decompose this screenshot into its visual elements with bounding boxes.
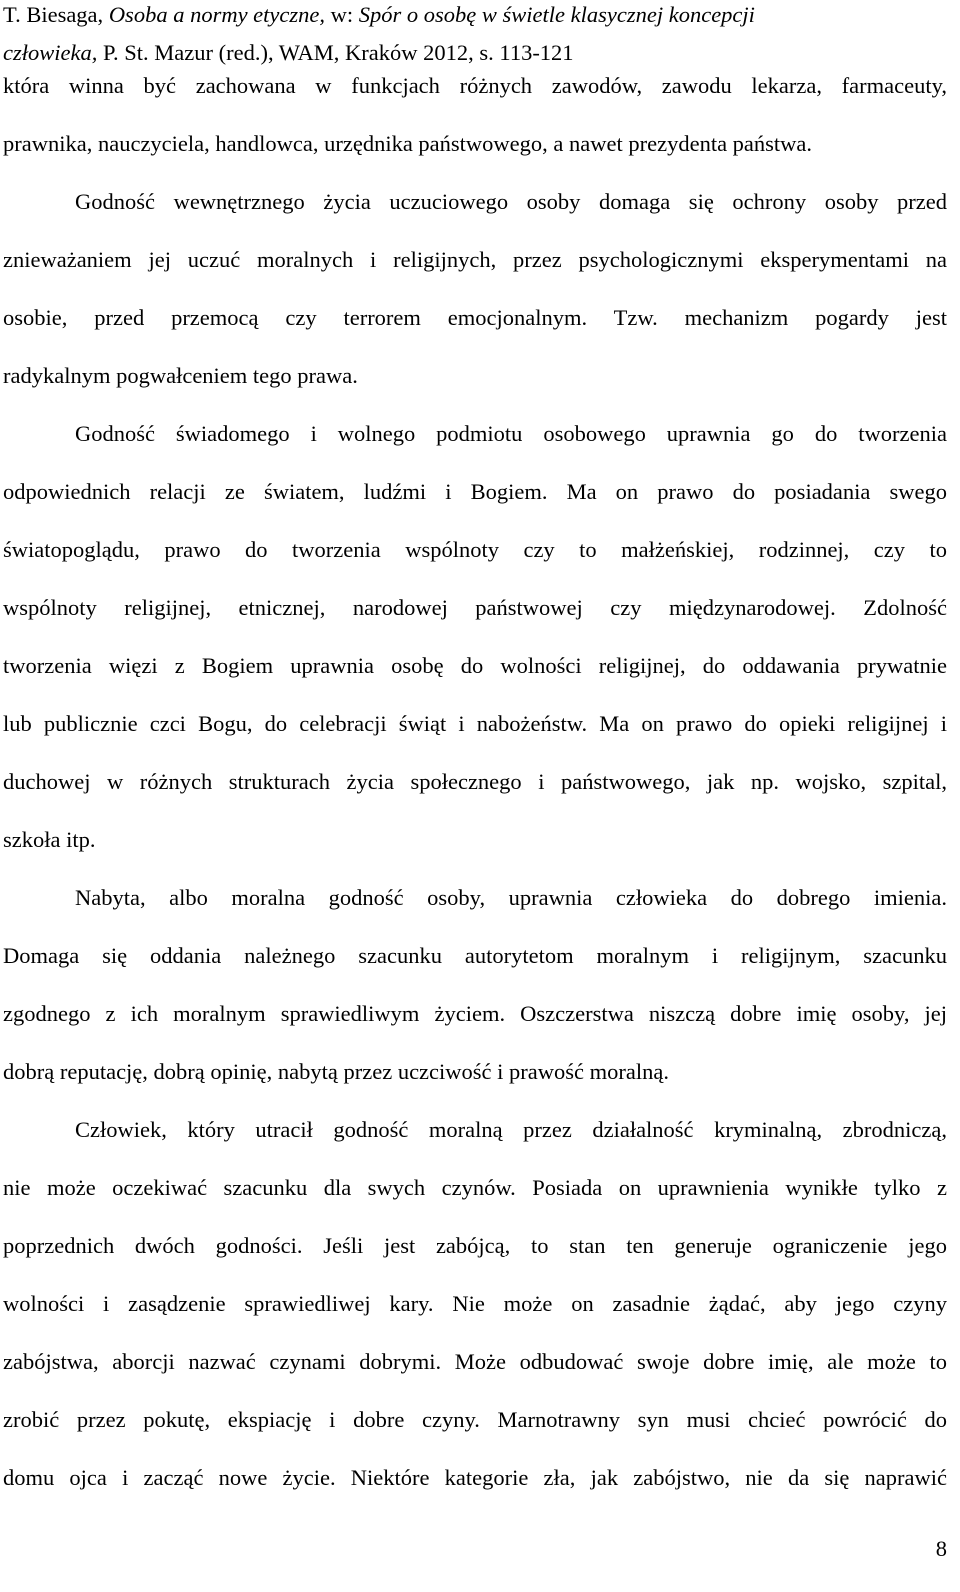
citation-line-1: [3, 0, 953, 34]
body-text: [3, 57, 947, 1507]
citation-source: Spór o osobę w świetle klasycznej koncepcji: [358, 2, 755, 27]
text-line: poprzednich dwóch godności. Jeśli jest zabójcą, to stan ten generuje ograniczenie jego: [3, 1233, 947, 1258]
citation-source-continued: człowieka,: [3, 40, 98, 65]
text-line: wspólnoty religijnej, etnicznej, narodowej państwowej czy międzynarodowej. Zdolność: [3, 595, 947, 620]
citation-title: Osoba a normy etyczne,: [108, 2, 326, 27]
text-line: szkoła itp.: [3, 827, 96, 852]
text-line: nie może oczekiwać szacunku dla swych czynów. Posiada on uprawnienia wynikłe tylko z: [3, 1175, 947, 1200]
text-line: zabójstwa, aborcji nazwać czynami dobrymi. Może odbudować swoje dobre imię, ale może to: [3, 1349, 947, 1374]
text-line: dobrą reputację, dobrą opinię, nabytą przez uczciwość i prawość moralną.: [3, 1059, 669, 1084]
text-line: duchowej w różnych strukturach życia społecznego i państwowego, jak np. wojsko, szpital,: [3, 769, 947, 794]
text-line: radykalnym pogwałceniem tego prawa.: [3, 363, 358, 388]
text-line: Człowiek, który utracił godność moralną przez działalność kryminalną, zbrodniczą,: [75, 1117, 947, 1142]
citation-in: w:: [325, 2, 359, 27]
text-line: Godność wewnętrznego życia uczuciowego osoby domaga się ochrony osoby przed: [75, 189, 947, 214]
text-line: zrobić przez pokutę, ekspiację i dobre czyny. Marnotrawny syn musi chcieć powrócić do: [3, 1407, 947, 1432]
text-line: tworzenia więzi z Bogiem uprawnia osobę do wolności religijnej, do oddawania prywatnie: [3, 653, 947, 678]
citation-author: T. Biesaga,: [3, 2, 109, 27]
citation-publication: P. St. Mazur (red.), WAM, Kraków 2012, s. 113-121: [97, 40, 574, 65]
text-line: prawnika, nauczyciela, handlowca, urzędnika państwowego, a nawet prezydenta państwa.: [3, 131, 813, 156]
text-line: lub publicznie czci Bogu, do celebracji świąt i nabożeństw. Ma on prawo do opieki religijnej i: [3, 711, 947, 736]
text-line: która winna być zachowana w funkcjach różnych zawodów, zawodu lekarza, farmaceuty,: [3, 73, 947, 98]
text-line: Nabyta, albo moralna godność osoby, uprawnia człowieka do dobrego imienia.: [75, 885, 947, 910]
page-number: 8: [935, 1536, 947, 1561]
text-line: światopoglądu, prawo do tworzenia wspólnoty czy to małżeńskiej, rodzinnej, czy to: [3, 537, 947, 562]
text-line: osobie, przed przemocą czy terrorem emocjonalnym. Tzw. mechanizm pogardy jest: [3, 305, 947, 330]
text-line: zgodnego z ich moralnym sprawiedliwym życiem. Oszczerstwa niszczą dobre imię osoby, jej: [3, 1001, 947, 1026]
text-line: znieważaniem jej uczuć moralnych i religijnych, przez psychologicznymi eksperymentami na: [3, 247, 947, 272]
text-line: Domaga się oddania należnego szacunku autorytetom moralnym i religijnym, szacunku: [3, 943, 947, 968]
text-line: odpowiednich relacji ze światem, ludźmi i Bogiem. Ma on prawo do posiadania swego: [3, 479, 947, 504]
text-line: Godność świadomego i wolnego podmiotu osobowego uprawnia go do tworzenia: [75, 421, 947, 446]
text-line: domu ojca i zacząć nowe życie. Niektóre kategorie zła, jak zabójstwo, nie da się naprawić: [3, 1465, 947, 1490]
text-line: wolności i zasądzenie sprawiedliwej kary. Nie może on zasadnie żądać, aby jego czyny: [3, 1291, 947, 1316]
